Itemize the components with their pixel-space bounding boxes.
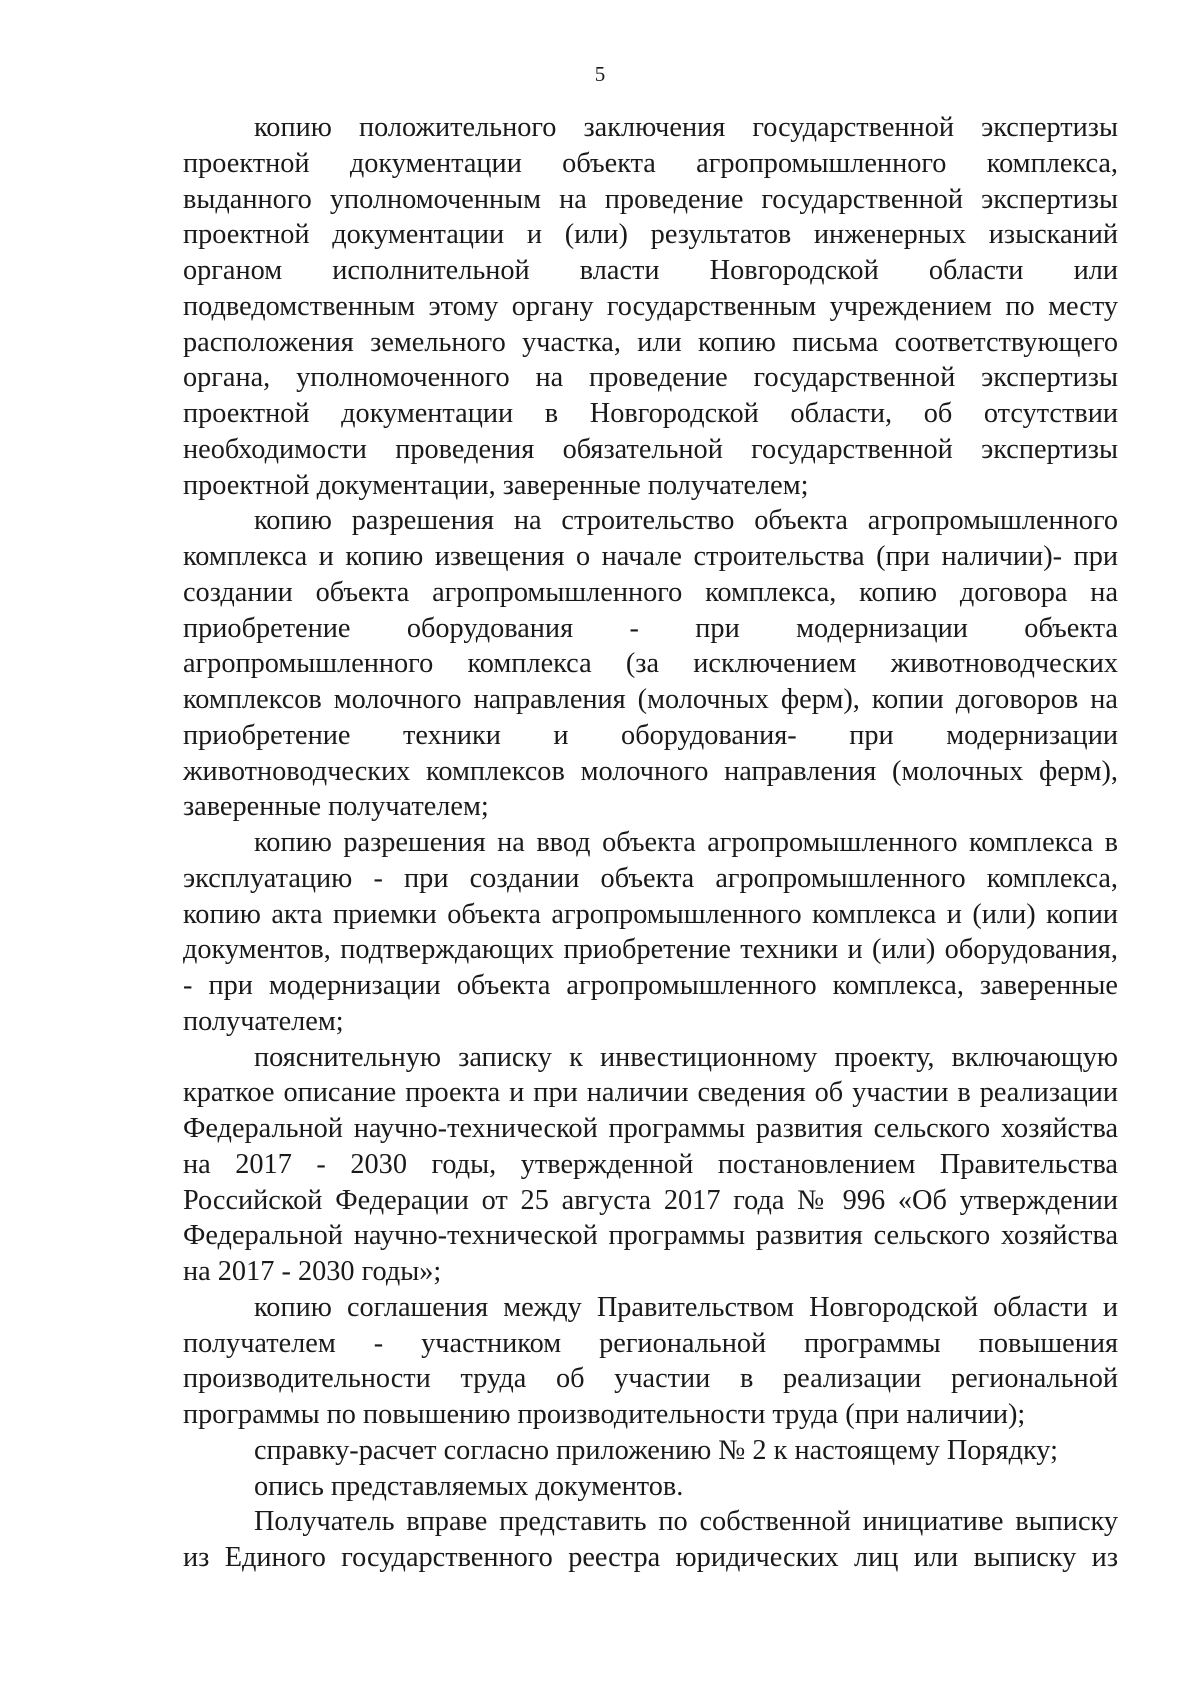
paragraph-expertise-conclusion: копию положительного заключения государственной экспертизы проектной документации объекта агропромышленного комплекса, выданного уполномоченным на проведение государственной экспертизы проектной документации и (или) результатов инженерных изысканий органом исполнительной власти Новгородской области или подведомственным этому органу государственным учреждением по месту расположения земельного участка, или копию письма соответствующего органа, уполномоченного на проведение государственной экспертизы проектной документации в Новгородской области, об отсутствии необходимости проведения обязательной государственной экспертизы проектной документации, заверенные получателем; [183, 112, 1118, 501]
page-number: 5 [594, 62, 606, 86]
paragraph-calculation-certificate: справку-расчет согласно приложению № 2 к настоящему Порядку; [254, 1434, 1058, 1466]
paragraph-construction-permit: копию разрешения на строительство объекта агропромышленного комплекса и копию извещения о начале строительства (при наличии)- при создании объекта агропромышленного комплекса, копию договора на приобретение оборудования - при модернизации объекта агропромышленного комплекса (за исключением животноводческих комплексов молочного направления (молочных ферм), копии договоров на приобретение техники и оборудования- при модернизации животноводческих комплексов молочного направления (молочных ферм), заверенные получателем; [183, 505, 1118, 823]
paragraph-registry-extract: Получатель вправе представить по собственной инициативе выписку из Единого государственного реестра юридических лиц или выписку из [183, 1506, 1118, 1573]
paragraph-commissioning-permit: копию разрешения на ввод объекта агропромышленного комплекса в эксплуатацию - при создании объекта агропромышленного комплекса, копию акта приемки объекта агропромышленного комплекса и (или) копии документов, подтверждающих приобретение техники и (или) оборудования, - при модернизации объекта агропромышленного комплекса, заверенные получателем; [183, 827, 1118, 1037]
paragraph-agreement-copy: копию соглашения между Правительством Новгородской области и получателем - участником региональной программы повышения производительности труда об участии в реализации региональной программы по повышению производительности труда (при наличии); [183, 1291, 1118, 1430]
paragraph-explanatory-note: пояснительную записку к инвестиционному проекту, включающую краткое описание проекта и при наличии сведения об участии в реализации Федеральной научно-технической программы развития сельского хозяйства на 2017 - 2030 годы, утвержденной постановлением Правительства Российской Федерации от 25 августа 2017 года № 996 «Об утверждении Федеральной научно-технической программы развития сельского хозяйства на 2017 - 2030 годы»; [183, 1041, 1118, 1287]
document-body [183, 110, 1118, 1576]
paragraph-document-inventory: опись представляемых документов. [254, 1470, 684, 1502]
